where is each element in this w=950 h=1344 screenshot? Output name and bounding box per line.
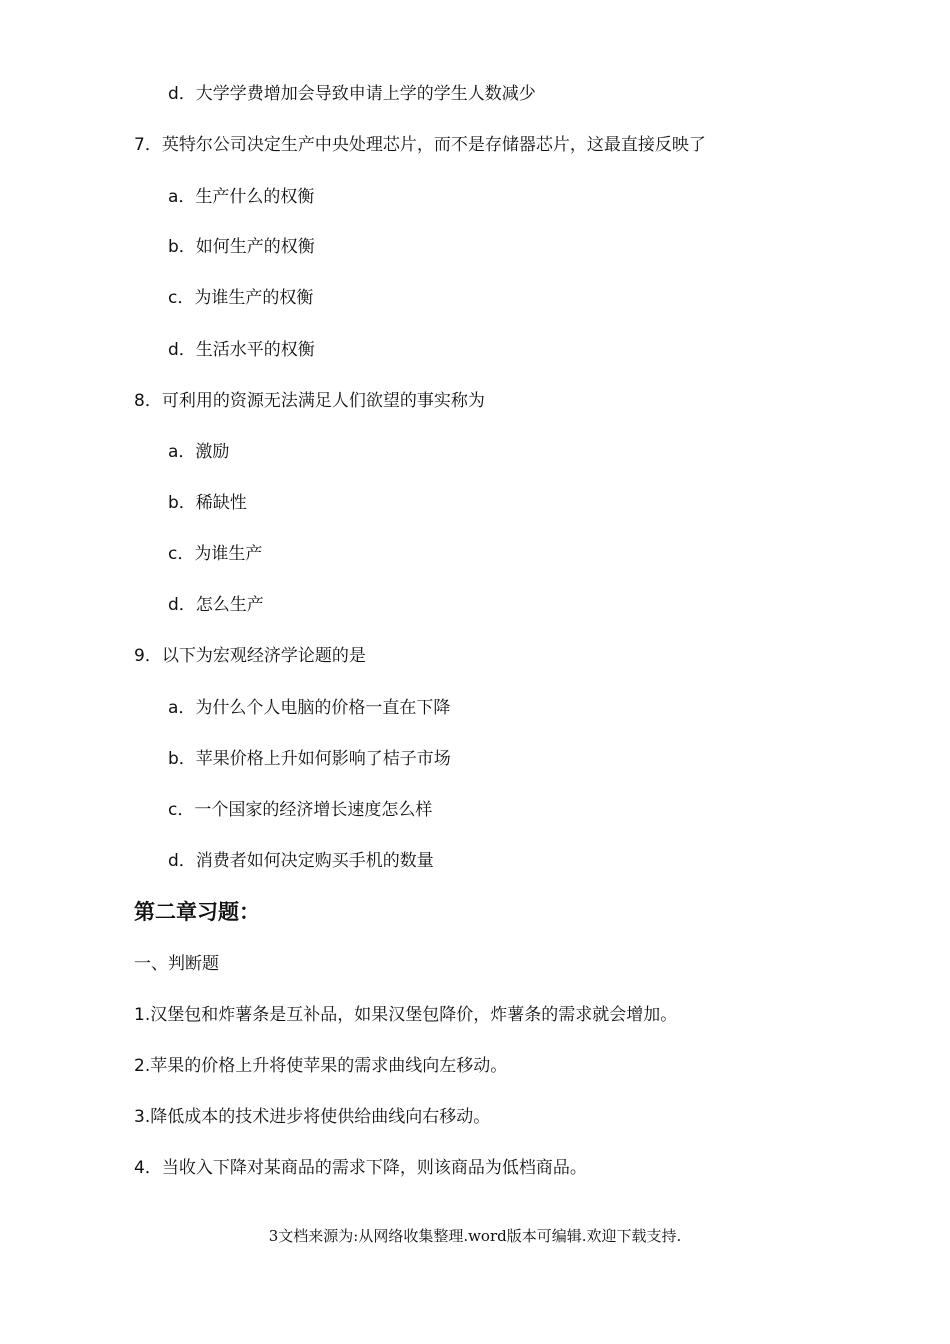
q7-option-b: b．如何生产的权衡 [168, 237, 315, 257]
tf-question-4: 4．当收入下降对某商品的需求下降，则该商品为低档商品。 [134, 1158, 587, 1178]
q8-option-c: c．为谁生产 [168, 544, 263, 564]
q7-option-d: d．生活水平的权衡 [168, 340, 315, 360]
tf-question-2: 2.苹果的价格上升将使苹果的需求曲线向左移动。 [134, 1056, 508, 1076]
question-8: 8．可利用的资源无法满足人们欲望的事实称为 [134, 391, 485, 411]
q9-option-c: c．一个国家的经济增长速度怎么样 [168, 800, 433, 820]
question-9: 9．以下为宏观经济学论题的是 [134, 646, 366, 666]
q9-option-a: a．为什么个人电脑的价格一直在下降 [168, 698, 451, 718]
q8-option-d: d．怎么生产 [168, 595, 264, 615]
section-true-false-heading: 一、判断题 [134, 954, 219, 974]
tf-question-1: 1.汉堡包和炸薯条是互补品，如果汉堡包降价，炸薯条的需求就会增加。 [134, 1005, 678, 1025]
q9-option-b: b．苹果价格上升如何影响了桔子市场 [168, 749, 451, 769]
tf-question-3: 3.降低成本的技术进步将使供给曲线向右移动。 [134, 1107, 491, 1127]
q7-option-a: a．生产什么的权衡 [168, 187, 315, 207]
page-footer: 3文档来源为:从网络收集整理.word版本可编辑.欢迎下载支持. [268, 1227, 682, 1245]
q8-option-b: b．稀缺性 [168, 493, 247, 513]
chapter-2-heading: 第二章习题： [134, 900, 260, 924]
q7-option-c: c．为谁生产的权衡 [168, 288, 314, 308]
q6-option-d: d．大学学费增加会导致申请上学的学生人数减少 [168, 84, 536, 104]
q9-option-d: d．消费者如何决定购买手机的数量 [168, 851, 434, 871]
q8-option-a: a．激励 [168, 442, 230, 462]
question-7: 7．英特尔公司决定生产中央处理芯片，而不是存储器芯片，这最直接反映了 [134, 135, 706, 155]
